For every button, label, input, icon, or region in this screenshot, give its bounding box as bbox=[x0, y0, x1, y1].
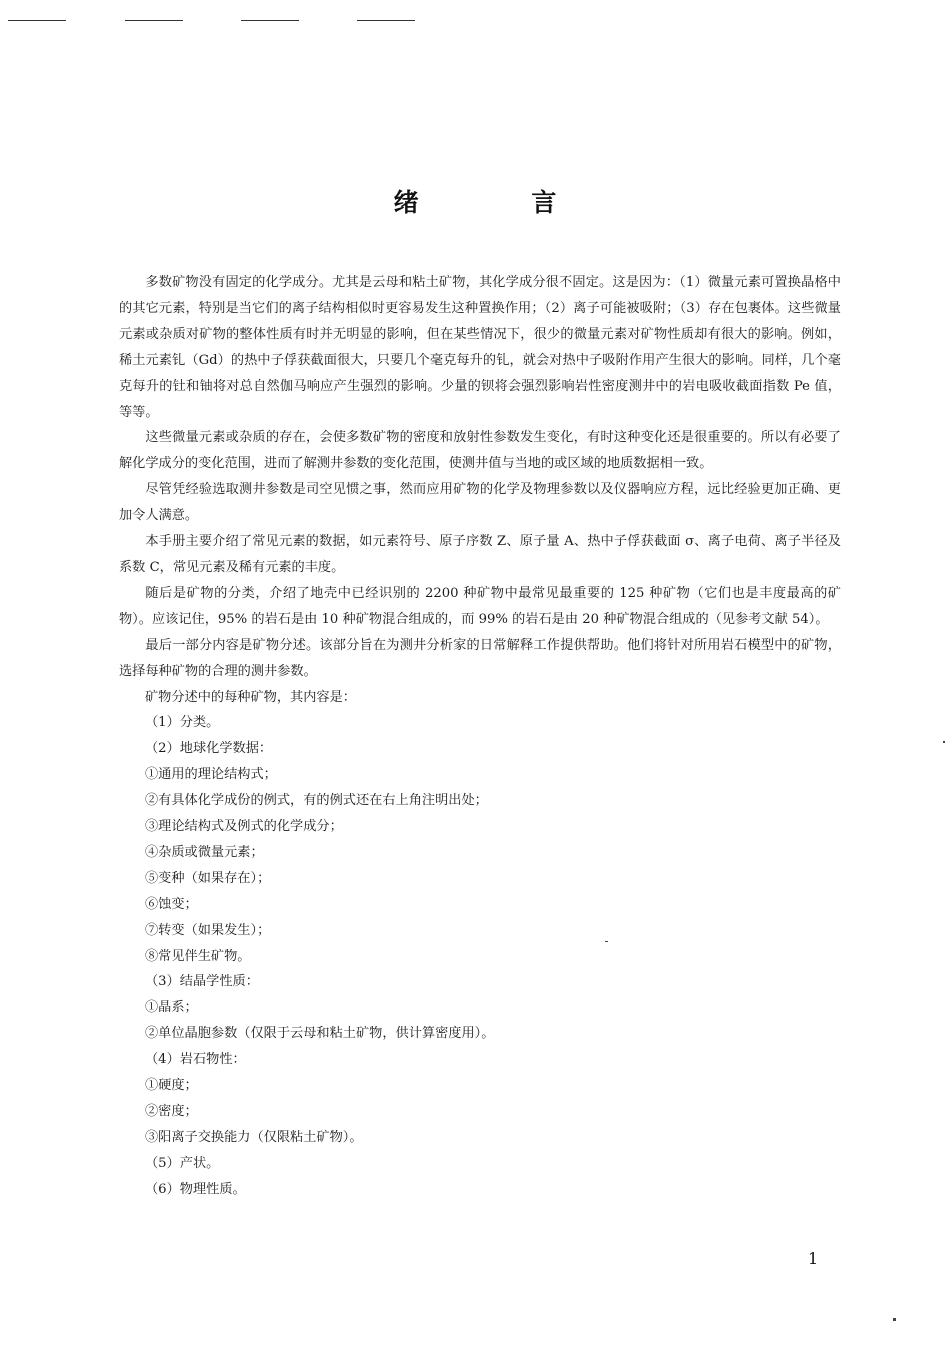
header-rule bbox=[8, 20, 66, 21]
list-item: ①通用的理论结构式； bbox=[145, 767, 277, 783]
list-item: （4）岩石物性： bbox=[145, 1052, 246, 1068]
list-item: ⑤变种（如果存在）； bbox=[145, 870, 271, 886]
paragraph: 随后是矿物的分类，介绍了地壳中已经识别的 2200 种矿物中最常见最重要的 125 种矿物（它们也是丰度最高的矿物）。应该记住，95% 的岩石是由 10 种矿物混合组成的，而 99% 的岩石是由 20 种矿物混合组成的（见参考文献 54）。 bbox=[119, 585, 841, 627]
header-rule bbox=[357, 20, 415, 21]
list-item: ①硬度； bbox=[145, 1078, 198, 1094]
paragraph: 最后一部分内容是矿物分述。该部分旨在为测井分析家的日常解释工作提供帮助。他们将针对所用岩石模型中的矿物，选择每种矿物的合理的测井参数。 bbox=[119, 637, 841, 679]
list-item: ⑦转变（如果发生）； bbox=[145, 922, 271, 938]
paragraph: 这些微量元素或杂质的存在，会使多数矿物的密度和放射性参数发生变化，有时这种变化还是很重要的。所以有必要了解化学成分的变化范围，进而了解测井参数的变化范围，使测井值与当地的或区域的地质数据相一致。 bbox=[119, 430, 841, 472]
list-item: ②有具体化学成份的例式，有的例式还在右上角注明出处； bbox=[145, 793, 488, 809]
list-item: （1）分类。 bbox=[145, 715, 220, 731]
page-number: 1 bbox=[808, 1249, 819, 1268]
list-intro: 矿物分述中的每种矿物，其内容是： bbox=[145, 689, 356, 705]
scan-speck bbox=[943, 741, 945, 743]
list-item: ②密度； bbox=[145, 1104, 198, 1119]
list-item: ③阳离子交换能力（仅限粘土矿物）。 bbox=[145, 1129, 363, 1145]
paragraph: 多数矿物没有固定的化学成分。尤其是云母和粘土矿物，其化学成分很不固定。这是因为：（1）微量元素可置换晶格中的其它元素，特别是当它们的离子结构相似时更容易发生这种置换作用；（2）离子可能被吸附；（3）存在包裹体。这些微量元素或杂质对矿物的整体性质有时并无明显的影响，但在某些情况下，很少的微量元素对矿物性质却有很大的影响。例如，稀土元素钆（Gd）的热中子俘获截面很大，只要几个毫克每升的钆，就会对热中子吸附作用产生很大的影响。同样，几个毫克每升的钍和铀将对总自然伽马响应产生强烈的影响。少量的钡将会强烈影响岩性密度测井中的岩电吸收截面指数 Pe 值，等等。 bbox=[119, 275, 841, 420]
paragraph: 尽管凭经验选取测井参数是司空见惯之事，然而应用矿物的化学及物理参数以及仪器响应方程，远比经验更加正确、更加令人满意。 bbox=[119, 482, 841, 524]
list-item: ①晶系； bbox=[145, 1000, 198, 1016]
header-rule bbox=[125, 20, 183, 21]
paragraph: 本手册主要介绍了常见元素的数据，如元素符号、原子序数 Z、原子量 A、热中子俘获截面 σ、离子电荷、离子半径及系数 C，常见元素及稀有元素的丰度。 bbox=[119, 534, 841, 575]
list-item: （5）产状。 bbox=[145, 1155, 220, 1171]
list-item: （6）物理性质。 bbox=[145, 1181, 246, 1197]
list-item: ⑧常见伴生矿物。 bbox=[145, 948, 251, 964]
scan-speck bbox=[605, 941, 608, 942]
body-content bbox=[119, 270, 841, 1203]
page-title: 绪 言 bbox=[393, 188, 609, 217]
header-rules bbox=[8, 20, 428, 24]
scan-speck bbox=[893, 1318, 896, 1321]
list-item: ⑥蚀变； bbox=[145, 896, 198, 912]
list-item: （2）地球化学数据： bbox=[145, 741, 273, 757]
list-item: ③理论结构式及例式的化学成分； bbox=[145, 819, 343, 835]
list-item: ②单位晶胞参数（仅限于云母和粘土矿物，供计算密度用）。 bbox=[145, 1026, 495, 1042]
header-rule bbox=[241, 20, 299, 21]
list-item: ④杂质或微量元素； bbox=[145, 844, 264, 860]
list-item: （3）结晶学性质： bbox=[145, 974, 259, 990]
